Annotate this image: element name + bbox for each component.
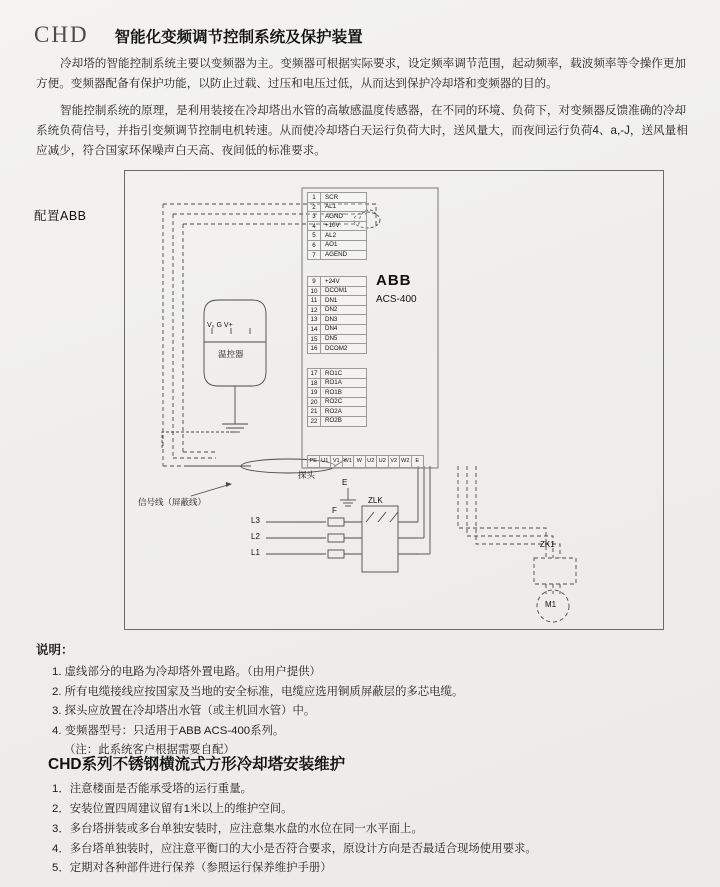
terminal-name: RO1C	[325, 369, 343, 377]
terminal-name: RO1A	[325, 379, 342, 387]
note-item: 3. 探头应放置在冷却塔出水管（或主机回水管）中。	[52, 705, 316, 718]
terminal-name: DCOM2	[325, 344, 348, 352]
terminal-number: 12	[308, 306, 321, 315]
document-header	[34, 22, 363, 48]
device-model-label: ACS-400	[376, 294, 417, 305]
earth-label: E	[342, 478, 348, 487]
terminal-number: 3	[308, 212, 321, 221]
terminal-number: 10	[308, 287, 321, 296]
terminal-name: DN3	[325, 315, 338, 323]
terminal-number: 16	[308, 344, 321, 353]
power-terminal: W1	[343, 456, 355, 467]
zk1-label: ZK1	[540, 540, 555, 549]
terminal-number: 21	[308, 407, 321, 416]
terminal-name: AL1	[325, 203, 337, 211]
controller-pins-label: V₀ G V+	[207, 322, 233, 329]
notes-list	[36, 663, 696, 759]
terminal-row	[308, 417, 366, 427]
phase-l3-label: L3	[251, 516, 260, 525]
maintenance-item: 2．安装位置四周建议留有1米以上的维护空间。	[52, 802, 293, 815]
power-terminal: V2	[389, 456, 401, 467]
page-title: 智能化变频调节控制系统及保护装置	[114, 29, 363, 46]
phase-l2-label: L2	[251, 532, 260, 541]
notes-title: 说明：	[36, 643, 74, 657]
terminal-number: 5	[308, 231, 321, 240]
note-sub-item: （注：此系统客户根据需要自配）	[64, 744, 235, 757]
maintenance-item: 3．多台塔拼装或多台单独安装时，应注意集水盘的水位在同一水平面上。	[52, 822, 423, 835]
motor-label: M1	[545, 600, 557, 609]
fuse-label: F	[332, 506, 337, 515]
controller-label: 温控器	[218, 349, 244, 359]
signal-line-label: 信号线（屏蔽线）	[138, 497, 207, 507]
terminal-name: RO2A	[325, 407, 342, 415]
terminal-name: AGEND	[325, 251, 348, 259]
terminal-name: RO2C	[325, 398, 343, 406]
terminal-name: SCR	[325, 193, 339, 201]
maintenance-item: 4．多台塔单独装时，应注意平衡口的大小是否符合要求，原设计方向是否最适合现场使用要求。	[52, 842, 537, 855]
terminal-number: 15	[308, 335, 321, 344]
terminal-number: 2	[308, 203, 321, 212]
power-terminal: PE	[308, 456, 320, 467]
note-item: 4. 变频器型号：只适用于ABB ACS-400系列。	[52, 724, 285, 737]
note-item: 2. 所有电缆接线应按国家及当地的安全标准，电缆应选用铜质屏蔽层的多芯电缆。	[52, 685, 464, 698]
terminal-number: 6	[308, 241, 321, 250]
terminal-row	[308, 193, 366, 203]
terminal-name: +24V	[325, 277, 340, 285]
power-terminal: U2	[377, 456, 389, 467]
terminal-name: AO1	[325, 241, 338, 249]
terminal-number: 20	[308, 398, 321, 407]
section-title-maintenance: CHD系列不锈钢横流式方形冷却塔安装维护	[48, 756, 346, 773]
terminal-name: DCOM1	[325, 287, 348, 295]
terminal-name: DN4	[325, 325, 338, 333]
maintenance-list	[36, 780, 704, 879]
probe-label: 探头	[298, 470, 316, 480]
terminal-number: 13	[308, 315, 321, 324]
terminal-block-relay	[307, 368, 367, 427]
terminal-name: RO2B	[325, 417, 342, 425]
maintenance-section	[36, 780, 704, 879]
terminal-number: 17	[308, 369, 321, 378]
terminal-name: AL2	[325, 231, 337, 239]
terminal-name: RO1B	[325, 388, 342, 396]
notes-section	[36, 640, 696, 761]
terminal-number: 11	[308, 296, 321, 305]
terminal-number: 7	[308, 251, 321, 260]
terminal-name: +10V	[325, 222, 340, 230]
terminal-row	[308, 344, 366, 354]
terminal-number: 1	[308, 193, 321, 202]
brand-logo: CHD	[34, 22, 89, 47]
terminal-number: 22	[308, 417, 321, 426]
maintenance-item: 5．定期对各种部件进行保养（参照运行保养维护手册）	[52, 862, 332, 875]
intro-paragraph-2: 智能控制系统的原理，是利用装接在冷却塔出水管的高敏感温度传感器，在不同的环境、负荷下，对变频器反馈准确的冷却系统负荷信号，并指引变频调节控制电机转速。从而使冷却塔白天运行负荷大时，送风量大，而夜间运行负荷4、a,-J，送风量相应减少，符合国家环保噪声白天高、夜间低的标准要求。	[36, 103, 688, 157]
terminal-block-top	[307, 192, 367, 260]
wiring-diagram	[26, 166, 694, 634]
terminal-number: 9	[308, 277, 321, 286]
note-item: 1. 虚线部分的电路为冷却塔外置电路。（由用户提供）	[52, 666, 321, 679]
terminal-row	[308, 251, 366, 261]
maintenance-item: 1．注意楼面是否能承受塔的运行重量。	[52, 783, 252, 795]
terminal-number: 14	[308, 325, 321, 334]
power-terminal-strip	[307, 455, 424, 468]
config-label: 配置ABB	[34, 209, 87, 223]
power-terminal: E	[415, 458, 420, 464]
terminal-name: DN5	[325, 335, 338, 343]
power-terminal: W2	[400, 456, 412, 467]
terminal-number: 19	[308, 388, 321, 397]
terminal-block-mid	[307, 276, 367, 354]
terminal-row	[308, 222, 366, 232]
power-terminal: V1	[331, 456, 343, 467]
intro-paragraph-1: 冷却塔的智能控制系统主要以变频器为主。变频器可根据实际要求，设定频率调节范围，起动频率，载波频率等令操作更加方便。变频器配备有保护功能，以防止过载、过压和电压过低，从而达到保护冷却塔和变频器的目的。	[36, 57, 687, 90]
terminal-number: 18	[308, 379, 321, 388]
intro-paragraphs	[36, 54, 696, 168]
terminal-name: DN2	[325, 306, 338, 314]
power-terminal: U1	[320, 456, 332, 467]
zlk-label: ZLK	[368, 496, 383, 505]
terminal-number: 4	[308, 222, 321, 231]
power-terminal: U2	[366, 456, 378, 467]
terminal-name: AGND	[325, 212, 343, 220]
phase-l1-label: L1	[251, 548, 260, 557]
device-brand-label: ABB	[376, 272, 412, 289]
terminal-name: DN1	[325, 296, 338, 304]
power-terminal: W	[354, 456, 366, 467]
